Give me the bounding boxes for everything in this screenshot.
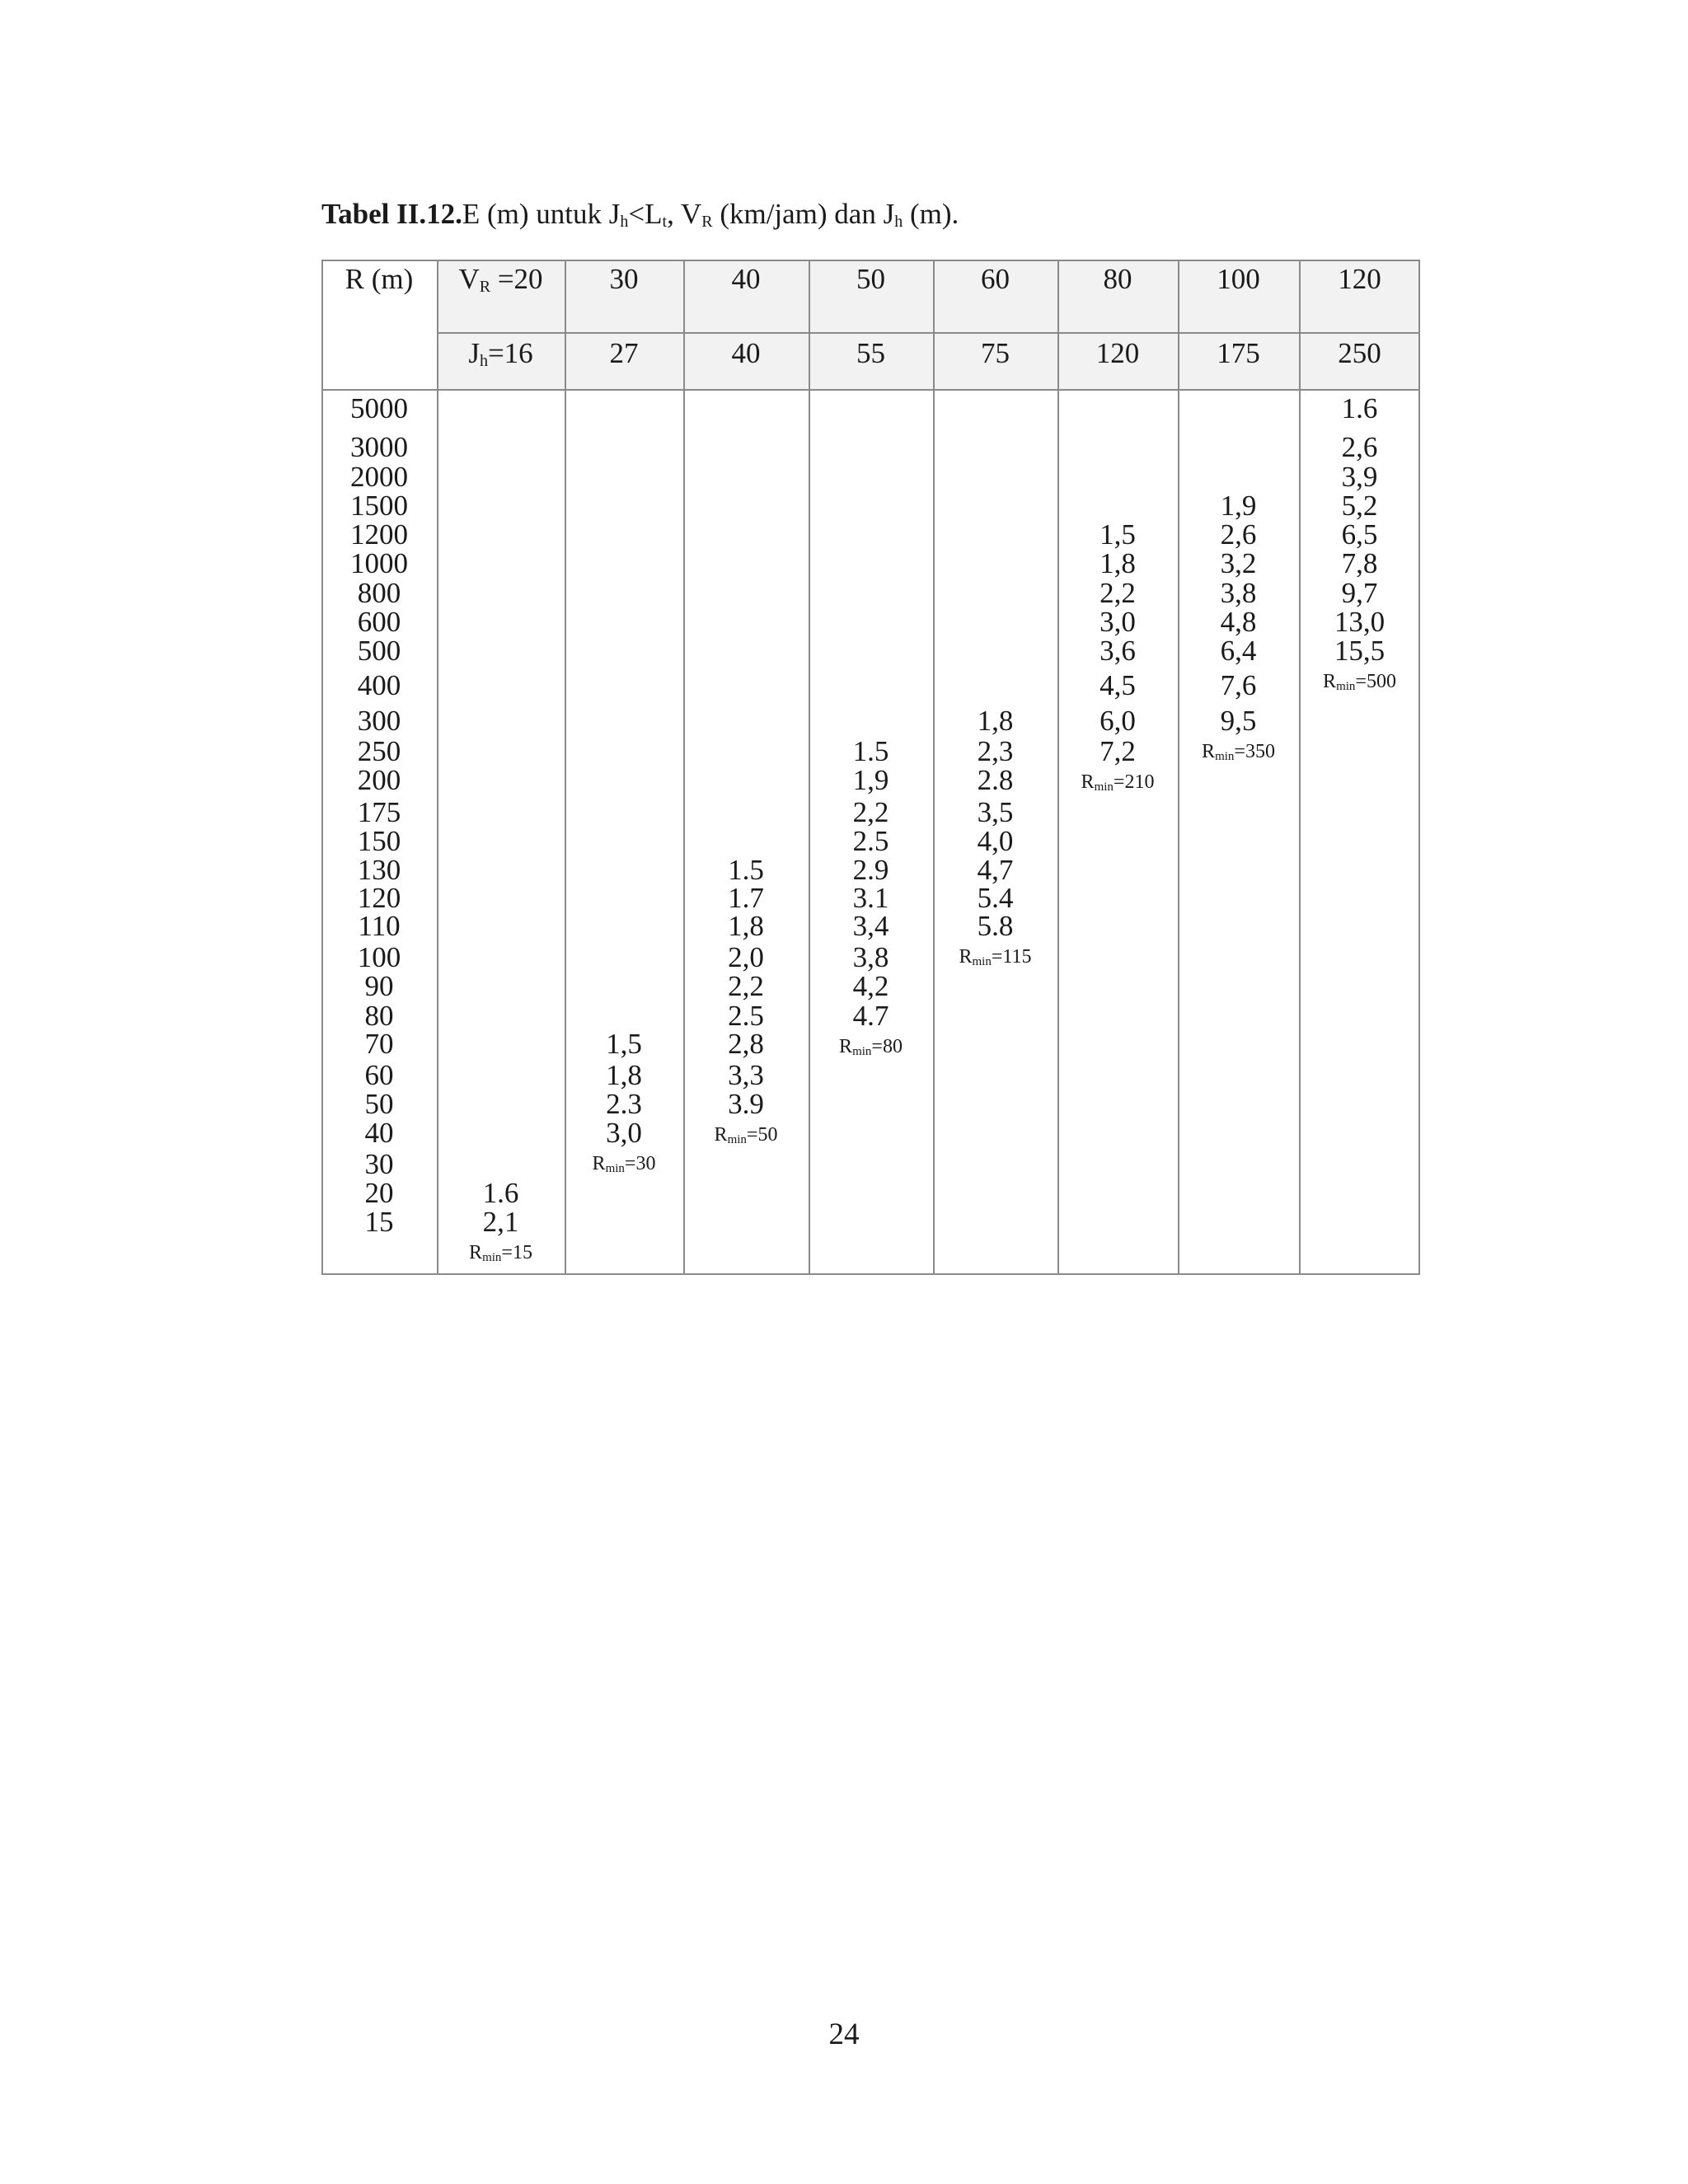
r-value: 1200 — [350, 518, 408, 551]
e-value: 4,2 — [852, 970, 889, 1002]
e-value: 3,2 — [1220, 547, 1257, 579]
rmin-label: $R_{min}=15$ — [469, 1242, 532, 1264]
caption-sub-4: h — [894, 213, 903, 231]
r-value: 500 — [357, 635, 401, 667]
value-column — [437, 260, 565, 1275]
value-column — [1299, 260, 1420, 1275]
vr-value: =20 — [490, 263, 543, 295]
jh-header-cell: 75 — [981, 337, 1010, 369]
r-value: 20 — [364, 1177, 394, 1209]
vr-header-cell: 30 — [609, 263, 639, 295]
e-value: 3,3 — [728, 1059, 764, 1091]
jh-letter: J — [468, 337, 480, 369]
jh-header-cell: 40 — [731, 337, 761, 369]
table-caption — [321, 198, 959, 232]
e-value: 7,6 — [1220, 669, 1257, 701]
e-value: 6,4 — [1220, 635, 1257, 667]
e-value: 2,8 — [728, 1028, 764, 1060]
vr-header-cell: 60 — [981, 263, 1010, 295]
vr-header-cell: 120 — [1338, 263, 1381, 295]
e-value: 6,0 — [1100, 705, 1136, 737]
r-value: 120 — [357, 882, 401, 914]
e-value: 3,6 — [1100, 635, 1136, 667]
caption-text-2: <L — [628, 198, 663, 230]
e-value: 3,4 — [852, 910, 889, 942]
rmin-label: $R_{min}=80$ — [839, 1036, 903, 1058]
r-value: 90 — [364, 970, 394, 1002]
e-value: 15,5 — [1334, 635, 1386, 667]
e-value: 2,2 — [1100, 577, 1136, 609]
table-rule — [321, 389, 1420, 391]
rmin-label: $R_{min}=210$ — [1081, 771, 1155, 794]
caption-sub-1: h — [620, 213, 629, 231]
e-value: 3.9 — [728, 1088, 764, 1120]
r-value: 5000 — [350, 392, 408, 424]
e-value: 1,5 — [606, 1028, 642, 1060]
e-value: 2,2 — [728, 970, 764, 1002]
jh-header-cell: 250 — [1338, 337, 1381, 369]
table-rule — [1299, 260, 1301, 1275]
e-value: 2,2 — [852, 796, 889, 828]
e-value: 1,8 — [606, 1059, 642, 1091]
r-value: 800 — [357, 577, 401, 609]
vr-header-cell: 100 — [1217, 263, 1260, 295]
caption-text-1: E (m) untuk J — [462, 198, 621, 230]
e-value: 1.6 — [482, 1177, 519, 1209]
table-rule — [1057, 260, 1059, 1275]
r-header: R (m) — [345, 263, 414, 295]
r-value: 1000 — [350, 547, 408, 579]
e-value: 9,5 — [1220, 705, 1257, 737]
r-value: 1500 — [350, 490, 408, 522]
e-value: 3,9 — [1341, 461, 1378, 493]
e-value: 3,5 — [977, 796, 1014, 828]
e-value: 3,8 — [852, 941, 889, 973]
r-value: 15 — [364, 1206, 394, 1238]
table-rule — [321, 260, 1420, 261]
caption-text-3: , V — [667, 198, 702, 230]
value-column — [1178, 260, 1299, 1275]
r-value: 130 — [357, 854, 401, 886]
rmin-label: $R_{min}=350$ — [1202, 741, 1275, 763]
r-value: 300 — [357, 705, 401, 737]
e-value: 3,0 — [606, 1117, 642, 1149]
e-value: 2.3 — [606, 1088, 642, 1120]
e-value: 5,2 — [1341, 490, 1378, 522]
page-number: 24 — [828, 2018, 860, 2051]
e-value: 2,3 — [977, 735, 1014, 767]
value-column — [683, 260, 809, 1275]
jh-header-cell: 120 — [1095, 337, 1140, 369]
e-value: 2,6 — [1341, 431, 1378, 463]
e-value: 1,9 — [852, 764, 889, 796]
e-value: 4,8 — [1220, 606, 1257, 638]
r-value: 600 — [357, 606, 401, 638]
jh-sub: h — [479, 352, 488, 370]
r-value: 3000 — [350, 431, 408, 463]
table-rule — [683, 260, 685, 1275]
e-value: 7,2 — [1100, 735, 1136, 767]
e-value: 5.4 — [977, 882, 1014, 914]
r-value: 150 — [357, 825, 401, 857]
e-value: 2.5 — [852, 825, 889, 857]
rmin-label: $R_{min}=50$ — [714, 1124, 778, 1146]
table-rule — [1178, 260, 1179, 1275]
r-value: 40 — [364, 1117, 394, 1149]
e-value: 3,8 — [1220, 577, 1257, 609]
table-rule — [321, 260, 323, 1275]
e-value: 2,1 — [482, 1206, 519, 1238]
caption-text-4: (km/jam) dan J — [712, 198, 895, 230]
table-rule — [437, 260, 438, 1275]
e-value: 1.7 — [728, 882, 764, 914]
vr-letter: V — [458, 263, 480, 295]
table-rule — [321, 1273, 1420, 1275]
table-rule — [1418, 260, 1420, 1275]
e-value: 3,0 — [1100, 606, 1136, 638]
vr-header-cell: 40 — [731, 263, 761, 295]
e-value: 13,0 — [1334, 606, 1386, 638]
e-value: 3.1 — [852, 882, 889, 914]
e-value: 5.8 — [977, 910, 1014, 942]
e-value: 4.7 — [852, 1000, 889, 1032]
e-value: 1.5 — [728, 854, 764, 886]
r-value: 250 — [357, 735, 401, 767]
caption-label: Tabel II.12. — [321, 198, 462, 230]
vr-header-cell: 50 — [856, 263, 885, 295]
r-value: 110 — [358, 910, 401, 942]
table-rule — [565, 260, 566, 1275]
rmin-label: $R_{min}=115$ — [959, 946, 1032, 968]
r-value: 400 — [357, 669, 401, 701]
e-value: 1.5 — [852, 735, 889, 767]
data-table — [321, 260, 1420, 1275]
value-column — [809, 260, 933, 1275]
jh-header-cell: 27 — [609, 337, 639, 369]
e-value: 2,6 — [1220, 518, 1257, 551]
value-column — [1057, 260, 1178, 1275]
table-rule — [437, 332, 1420, 334]
r-value: 80 — [364, 1000, 394, 1032]
e-value: 2.9 — [852, 854, 889, 886]
r-value: 175 — [357, 796, 401, 828]
e-value: 9,7 — [1341, 577, 1378, 609]
rmin-label: $R_{min}=30$ — [592, 1153, 656, 1175]
e-value: 7,8 — [1341, 547, 1378, 579]
e-value: 6,5 — [1341, 518, 1378, 551]
vr-sub: R — [479, 278, 491, 296]
e-value: 2.5 — [728, 1000, 764, 1032]
caption-text-5: (m). — [903, 198, 959, 230]
r-value: 100 — [357, 941, 401, 973]
e-value: 1,5 — [1100, 518, 1136, 551]
r-value: 30 — [364, 1148, 394, 1180]
r-value: 50 — [364, 1088, 394, 1120]
jh-header-cell: 175 — [1217, 337, 1260, 369]
value-column — [933, 260, 1057, 1275]
jh-value: =16 — [487, 337, 533, 369]
e-value: 4,7 — [977, 854, 1014, 886]
table-rule — [809, 260, 810, 1275]
e-value: 1,9 — [1220, 490, 1257, 522]
jh-header-cell: 55 — [856, 337, 885, 369]
vr-header-cell: 80 — [1103, 263, 1132, 295]
r-value: 70 — [364, 1028, 394, 1060]
rmin-label: $R_{min}=500$ — [1323, 671, 1396, 693]
e-value: 1,8 — [1100, 547, 1136, 579]
caption-sub-3: R — [701, 213, 713, 231]
e-value: 1,8 — [728, 910, 764, 942]
e-value: 4,5 — [1100, 669, 1136, 701]
table-rule — [933, 260, 935, 1275]
r-value: 200 — [357, 764, 401, 796]
e-value: 1,8 — [977, 705, 1014, 737]
e-value: 1.6 — [1341, 392, 1378, 424]
e-value: 2.8 — [977, 764, 1014, 796]
e-value: 4,0 — [977, 825, 1014, 857]
r-value: 60 — [364, 1059, 394, 1091]
e-value: 2,0 — [728, 941, 764, 973]
caption-sub-2: t — [662, 213, 668, 231]
value-column — [565, 260, 683, 1275]
r-value: 2000 — [350, 461, 408, 493]
